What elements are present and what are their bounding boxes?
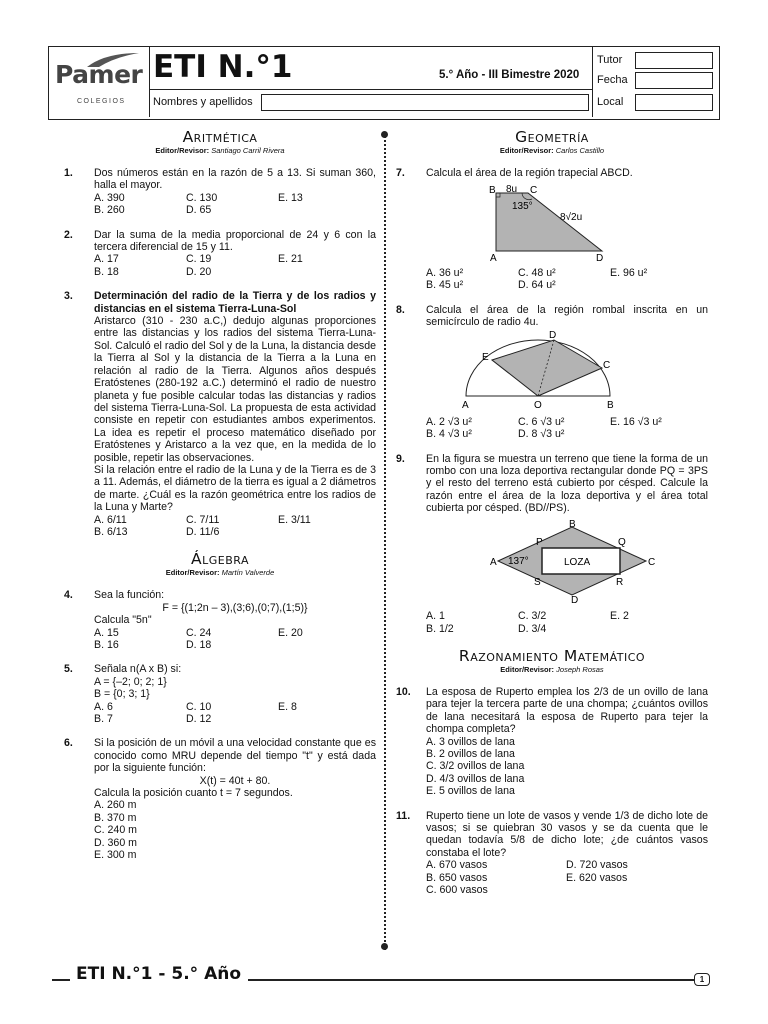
names-label: Nombres y apellidos	[153, 96, 253, 108]
option[interactable]: B. 260	[94, 204, 125, 217]
fecha-field[interactable]	[635, 72, 713, 89]
question-number: 1.	[64, 167, 73, 179]
set-a: A = {–2; 0; 2; 1}	[94, 675, 167, 688]
question-text: Aristarco (310 - 230 a.C,) dedujo algunas proporciones entre las distancias y los radios del sistema Tierra-Luna-Sol. Calculó el radio del Sol y de la Luna, la distancia desde la Tierra al Sol y la distancia de la Tierra a la Luna en relación al radio de la Tierra. Algunos años después Eratóstenes (280-192 a.C.) determinó el radio de nuestro planeta y fue posible calcular todas las distancias y radios del sistema Tierra-Luna-Sol. La propuesta de esta actividad consiste en repetir con estudiantes ambos experimentos. La idea es repetir el proceso matemático diseñado por Eratóstenes y Aristarco a la vez que, en la medida de lo posible, repetir las observaciones.	[94, 315, 376, 464]
option[interactable]: C. 6 √3 u²	[518, 415, 565, 428]
option[interactable]: C. 10	[186, 700, 212, 713]
section-editor: Editor/Revisor: Joseph Rosas	[500, 664, 604, 674]
section-title: Aritmética	[182, 128, 258, 146]
question-text: Calcula el área de la región trapecial ABCD.	[426, 167, 633, 179]
question-formula: X(t) = 40t + 80.	[199, 774, 271, 787]
option[interactable]: A. 390	[94, 191, 125, 204]
option[interactable]: C. 3/2 ovillos de lana	[426, 760, 525, 773]
option[interactable]: E. 3/11	[278, 513, 311, 526]
option[interactable]: B. 6/13	[94, 525, 128, 538]
option[interactable]: D. 12	[186, 713, 212, 726]
question-5	[64, 663, 376, 725]
question-number: 8.	[396, 303, 405, 316]
option[interactable]: E. 96 u²	[610, 266, 648, 279]
set-b: B = {0; 3; 1}	[94, 688, 150, 701]
question-text: Dos números están en la razón de 5 a 13. Si suman 360, halla el mayor.	[94, 167, 376, 192]
question-number: 11.	[396, 809, 411, 822]
point-r-label: R	[616, 576, 624, 588]
option[interactable]: D. 3/4	[518, 622, 547, 635]
point-s-label: S	[534, 576, 541, 588]
option[interactable]: C. 240 m	[94, 824, 137, 837]
top-length-label: 8u	[506, 184, 518, 196]
section-title: Geometría	[515, 128, 589, 146]
point-a-label: A	[462, 400, 469, 412]
option[interactable]: B. 45 u²	[426, 279, 464, 292]
question-number: 9.	[396, 452, 405, 465]
point-q-label: Q	[618, 536, 626, 548]
question-options	[94, 799, 376, 861]
footer-title: ETI N.°1 - 5.° Año	[76, 964, 242, 984]
page-number: 1	[694, 973, 710, 986]
option[interactable]: A. 2 √3 u²	[426, 415, 472, 428]
rhombus-field-figure	[426, 518, 656, 606]
divider-dot-bottom	[381, 943, 388, 950]
footer-rule-right	[248, 979, 694, 981]
semicircle-rhombus-figure	[426, 330, 646, 412]
question-number: 7.	[396, 167, 405, 179]
section-razonamiento	[396, 647, 708, 674]
question-text-2: Calcula la posición cuanto t = 7 segundos.	[94, 787, 293, 800]
option[interactable]: E. 20	[278, 626, 303, 639]
footer-rule-left	[52, 979, 70, 981]
question-options	[426, 736, 708, 798]
question-3	[64, 290, 376, 538]
question-options	[94, 253, 376, 278]
question-text: Si la posición de un móvil a una velocidad constante que es conocido como MRU depende del tiempo "t" y está dada por la siguiente función:	[94, 737, 376, 775]
question-number: 5.	[64, 663, 73, 676]
question-text: Sea la función:	[94, 589, 165, 602]
divider-dot-top	[381, 131, 388, 138]
option[interactable]: B. 2 ovillos de lana	[426, 747, 515, 760]
option[interactable]: A. 3 ovillos de lana	[426, 735, 515, 748]
local-label: Local	[597, 96, 624, 108]
option[interactable]: C. 48 u²	[518, 266, 556, 279]
section-geometria	[396, 128, 708, 155]
logo	[49, 47, 150, 117]
point-o-label: O	[534, 400, 542, 412]
section-title: Razonamiento Matemático	[458, 646, 646, 665]
option[interactable]: B. 16	[94, 639, 119, 651]
option[interactable]: E. 5 ovillos de lana	[426, 785, 515, 798]
option[interactable]: E. 13	[278, 191, 303, 204]
question-title: Determinación del radio de la Tierra y de los radios y distancias en el sistema Tierra-Luna-Sol	[94, 290, 376, 315]
question-options	[426, 416, 708, 441]
option[interactable]: A. 36 u²	[426, 266, 464, 279]
option[interactable]: B. 1/2	[426, 622, 454, 635]
question-9	[396, 453, 708, 635]
question-number: 10.	[396, 685, 411, 698]
option[interactable]: A. 6/11	[94, 513, 127, 526]
section-algebra	[64, 550, 376, 577]
option[interactable]: A. 17	[94, 253, 119, 266]
question-options	[426, 267, 708, 292]
point-c-label: C	[603, 360, 611, 372]
option[interactable]: D. 64 u²	[518, 279, 556, 292]
section-aritmetica	[64, 128, 376, 155]
option[interactable]: E. 16 √3 u²	[610, 415, 662, 428]
option[interactable]: E. 620 vasos	[566, 871, 628, 884]
trapezoid-figure	[426, 183, 626, 265]
point-e-label: E	[482, 352, 489, 364]
header	[48, 46, 720, 120]
option[interactable]: B. 4 √3 u²	[426, 428, 472, 441]
section-editor: Editor/Revisor: Carlos Castillo	[499, 146, 605, 155]
option[interactable]: B. 18	[94, 265, 119, 278]
point-d-label: D	[571, 594, 579, 606]
column-divider	[384, 136, 386, 950]
option[interactable]: C. 3/2	[518, 610, 547, 623]
tutor-label: Tutor	[597, 54, 623, 66]
point-b-label: B	[607, 400, 614, 412]
question-text: Dar la suma de la media proporcional de 24 y 6 con la tercera diferencial de 15 y 11.	[94, 228, 376, 254]
tutor-field[interactable]	[635, 52, 713, 69]
option[interactable]: E. 21	[278, 253, 303, 266]
vertex-d-label: D	[596, 253, 604, 265]
option[interactable]: D. 360 m	[94, 836, 137, 849]
option[interactable]: D. 4/3 ovillos de lana	[426, 772, 525, 785]
vertex-c-label: C	[530, 185, 538, 197]
question-text-2: Si la relación entre el radio de la Luna y de la Tierra es de 3 a 11. Además, el diámetro de la tierra es igual a 2 diámetros de marte. ¿Cuál es la razón geométrica entre los radios de la Luna y Marte?	[94, 463, 376, 514]
question-options	[94, 627, 376, 652]
option[interactable]: D. 18	[186, 639, 212, 651]
question-8	[396, 304, 708, 441]
question-text: Señala n(A x B) si:	[94, 663, 182, 676]
question-options	[94, 701, 376, 726]
option[interactable]: D. 20	[186, 265, 212, 278]
angle-label: 137°	[508, 555, 529, 567]
right-column	[396, 128, 708, 908]
option[interactable]: B. 650 vasos	[426, 871, 488, 884]
question-formula: F = {(1;2n – 3),(3;6),(0;7),(1;5)}	[162, 601, 308, 614]
page-title: ETI N.°1	[153, 49, 293, 85]
option[interactable]: B. 370 m	[94, 811, 137, 824]
section-editor: Editor/Revisor: Martín Valverde	[165, 568, 275, 578]
loza-label: LOZA	[564, 556, 591, 568]
question-text-2: Calcula "5n"	[94, 614, 152, 627]
logo-text: Pamer	[55, 60, 143, 89]
option[interactable]: E. 2	[610, 610, 629, 623]
question-text: Calcula el área de la región rombal inscrita en un semicírculo de radio 4u.	[426, 303, 708, 329]
question-10	[396, 686, 708, 798]
question-number: 2.	[64, 228, 73, 241]
question-4	[64, 589, 376, 651]
option[interactable]: A. 670 vasos	[426, 859, 488, 872]
header-fields	[592, 47, 720, 117]
question-7	[396, 167, 708, 292]
left-column	[64, 128, 376, 874]
footer	[52, 964, 720, 990]
vertex-b-label: B	[489, 185, 496, 197]
point-p-label: P	[536, 536, 543, 548]
section-editor: Editor/Revisor: Santiago Carril Rivera	[155, 146, 285, 155]
question-options	[94, 514, 376, 539]
option[interactable]: C. 19	[186, 253, 212, 266]
question-number: 3.	[64, 290, 73, 303]
option[interactable]: A. 1	[426, 610, 445, 623]
bimestre-label: 5.° Año - III Bimestre 2020	[439, 69, 580, 81]
option[interactable]: C. 7/11	[186, 513, 220, 526]
question-number: 6.	[64, 737, 73, 750]
header-divider	[149, 89, 592, 90]
option[interactable]: A. 6	[94, 700, 113, 713]
option[interactable]: A. 15	[94, 626, 119, 639]
names-field[interactable]	[261, 94, 589, 111]
question-text: En la figura se muestra un terreno que tiene la forma de un rombo con una loza deportiva rectangular donde PQ = 3PS y el resto del terreno está cubierto por césped. Calcule la razón entre el área de la loza deportiva y el área total cubierta por césped. (BD//PS).	[426, 452, 708, 515]
option[interactable]: D. 8 √3 u²	[518, 428, 565, 441]
point-b-label: B	[569, 518, 576, 530]
option[interactable]: B. 7	[94, 713, 113, 726]
question-text: Ruperto tiene un lote de vasos y vende 1/3 de dicho lote de vasos; si se quiebran 30 vasos y se da cuenta que le quedan todavía 5/8 de dicho lote; ¿de cuántos vasos constaba el lote?	[426, 809, 708, 859]
option[interactable]: C. 130	[186, 191, 218, 204]
question-2	[64, 229, 376, 279]
option[interactable]: D. 65	[186, 204, 212, 217]
question-options	[426, 859, 708, 896]
option[interactable]: E. 8	[278, 700, 297, 713]
point-c-label: C	[648, 556, 656, 568]
side-length-label: 8√2u	[560, 212, 583, 224]
question-number: 4.	[64, 589, 73, 602]
point-a-label: A	[490, 556, 497, 568]
vertex-a-label: A	[490, 253, 497, 265]
option[interactable]: A. 260 m	[94, 799, 137, 812]
option[interactable]: C. 24	[186, 626, 212, 639]
point-d-label: D	[549, 330, 557, 342]
option[interactable]: E. 300 m	[94, 849, 137, 862]
option[interactable]: D. 11/6	[186, 525, 220, 538]
question-options	[426, 610, 708, 635]
question-options	[94, 192, 376, 217]
question-1	[64, 167, 376, 217]
logo-subtitle: COLEGIOS	[77, 98, 126, 105]
option[interactable]: C. 600 vasos	[426, 884, 488, 896]
angle-label: 135°	[512, 201, 533, 213]
option[interactable]: D. 720 vasos	[566, 859, 628, 872]
question-11	[396, 810, 708, 897]
question-text: La esposa de Ruperto emplea los 2/3 de un ovillo de lana para tejer la tercera parte de una chompa; ¿cuántos ovillos de lana necesitará la esposa de Ruperto para tejer la chompa completa?	[426, 685, 708, 736]
section-title: Álgebra	[191, 550, 249, 569]
local-field[interactable]	[635, 94, 713, 111]
fecha-label: Fecha	[597, 74, 628, 86]
question-6	[64, 737, 376, 861]
